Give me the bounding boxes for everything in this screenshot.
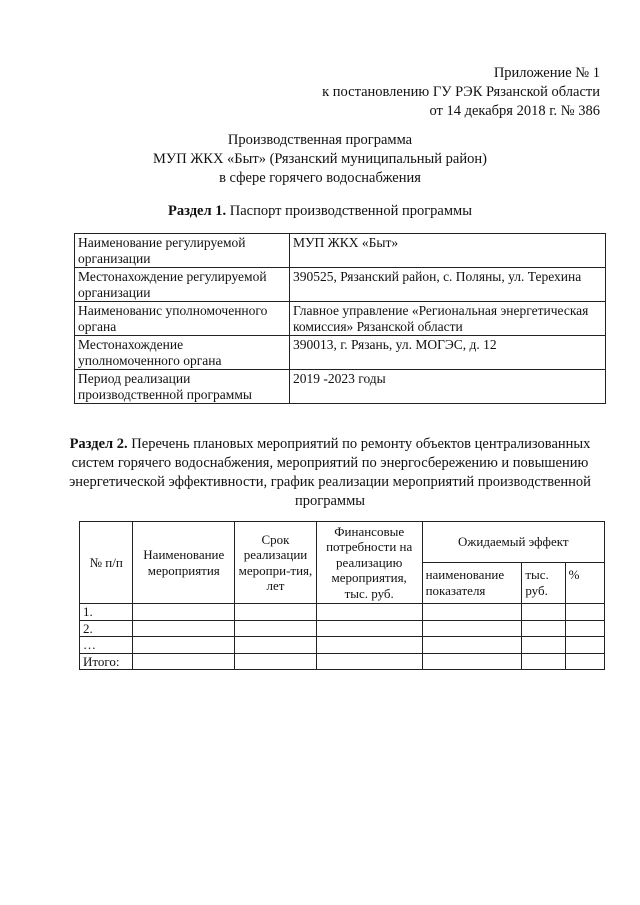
activities-table (79, 521, 605, 670)
header-thousand-rub: тыс. руб. (522, 563, 565, 604)
passport-label: Местонахождение регулируемой организации (75, 268, 290, 302)
header-expected-effect: Ожидаемый эффект (422, 522, 604, 563)
section1-heading (0, 202, 640, 221)
header-indicator-name: наименование показателя (422, 563, 522, 604)
program-title (0, 131, 640, 188)
header-term: Срок реализации меропри-тия, лет (235, 522, 317, 604)
table-header-row (80, 522, 605, 563)
header-num: № п/п (80, 522, 133, 604)
passport-value: 390525, Рязанский район, с. Поляны, ул. Терехина (290, 268, 606, 302)
passport-row (75, 302, 606, 336)
section2-heading (60, 435, 600, 511)
passport-label: Местонахождение уполномоченного органа (75, 336, 290, 370)
appendix-date: от 14 декабря 2018 г. № 386 (429, 103, 600, 119)
header-percent: % (565, 563, 604, 604)
passport-value: МУП ЖКХ «Быт» (290, 234, 606, 268)
row-number: … (80, 637, 133, 654)
passport-row (75, 234, 606, 268)
passport-value: Главное управление «Региональная энергетическая комиссия» Рязанской области (290, 302, 606, 336)
appendix-number: Приложение № 1 (493, 65, 600, 81)
section2-title: Перечень плановых мероприятий по ремонту объектов централизованных систем горячего водоснабжения, мероприятий по энергосбережению и повышению энергетической эффективности, график реализации мероприятий производственной программы (69, 436, 591, 509)
appendix-header (322, 64, 600, 121)
program-title-line-2: МУП ЖКХ «Быт» (Рязанский муниципальный район) (153, 151, 487, 167)
program-title-line-3: в сфере горячего водоснабжения (219, 170, 421, 186)
table-row (80, 604, 605, 621)
header-activity-name: Наименование мероприятия (133, 522, 235, 604)
row-number: 2. (80, 620, 133, 637)
section1-number: Раздел 1. (168, 203, 227, 219)
appendix-reference: к постановлению ГУ РЭК Рязанской области (322, 84, 600, 100)
passport-row (75, 336, 606, 370)
passport-row (75, 268, 606, 302)
passport-label: Наименование регулируемой организации (75, 234, 290, 268)
passport-label: Наименованис уполномоченного органа (75, 302, 290, 336)
table-total-row (80, 653, 605, 670)
header-finance: Финансовые потребности на реализацию мероприятия, тыс. руб. (316, 522, 422, 604)
row-number: 1. (80, 604, 133, 621)
program-title-line-1: Производственная программа (227, 132, 413, 148)
section2-number: Раздел 2. (69, 436, 128, 452)
passport-table (74, 233, 606, 404)
table-row (80, 637, 605, 654)
passport-row (75, 370, 606, 404)
table-row (80, 620, 605, 637)
section1-title: Паспорт производственной программы (229, 203, 472, 219)
total-label: Итого: (80, 653, 133, 670)
passport-value: 390013, г. Рязань, ул. МОГЭС, д. 12 (290, 336, 606, 370)
passport-value: 2019 -2023 годы (290, 370, 606, 404)
passport-label: Период реализации производственной программы (75, 370, 290, 404)
